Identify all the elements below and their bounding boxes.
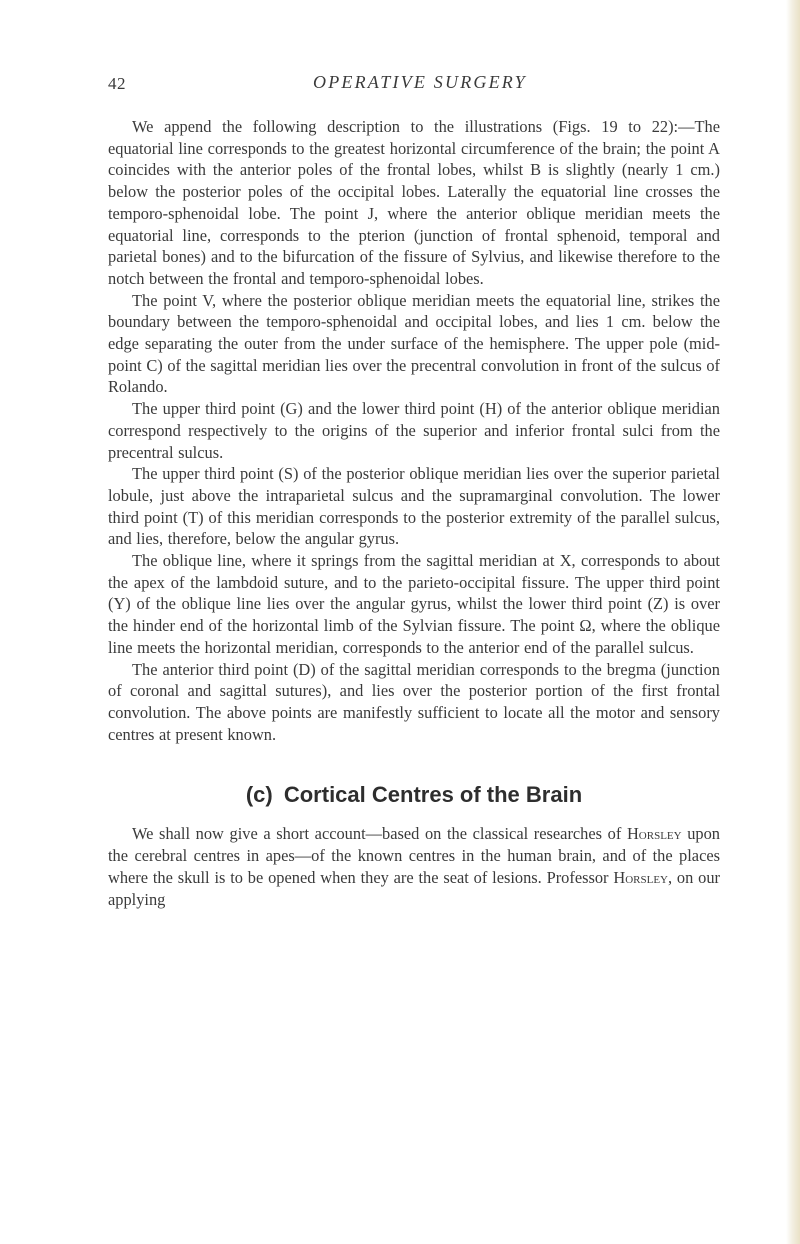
text-run: upon the cerebral centres in apes—of the known centres in the human brain, and of the places where the skull is to be opened when they are the seat of lesions. Professor	[108, 824, 720, 887]
author-name: Horsley	[626, 824, 682, 844]
section-label: (c)	[245, 782, 273, 808]
text-run: , on our applying	[108, 867, 720, 909]
running-head	[0, 70, 800, 100]
paragraph-oblique-line: The oblique line, where it springs from the sagittal meridian at X, corresponds to about the apex of the lambdoid suture, and to the parieto-occipital fissure. The upper third point (Y) of the oblique line lies over the angular gyrus, whilst the lower third point (Z) is over the hinder end of the horizontal limb of the Sylvian fissure. The point Ω, where the oblique line meets the horizontal meridian, corresponds to the anterior end of the parallel sulcus.	[108, 551, 720, 657]
author-name: Horsley	[613, 867, 668, 887]
running-head-title: OPERATIVE SURGERY	[313, 72, 527, 92]
paragraph-posterior-oblique-meridian: The upper third point (S) of the posterior oblique meridian lies over the superior parietal lobule, just above the intraparietal sulcus and the supramarginal convolution. The lower third point (T) of this meridian corresponds to the posterior extremity of the parallel sulcus, and lies, therefore, below the angular gyrus.	[108, 464, 720, 549]
text-run: We shall now give a short account—based on the classical researches of	[132, 824, 627, 844]
page-edge-shading	[786, 0, 800, 1244]
section-title: Cortical Centres of the Brain	[283, 782, 583, 808]
paragraph-sagittal-meridian: The anterior third point (D) of the sagittal meridian corresponds to the bregma (junction of coronal and sagittal sutures), and lies over the posterior portion of the first frontal convolution. The above points are manifestly sufficient to locate all the motor and sensory centres at present known.	[108, 659, 720, 744]
body-text	[108, 116, 720, 910]
section-heading	[108, 781, 720, 809]
paragraph-point-v: The point V, where the posterior oblique meridian meets the equatorial line, strikes the boundary between the temporo-sphenoidal and occipital lobes, and lies 1 cm. below the edge separating the outer from the under surface of the hemisphere. The upper pole (mid-point C) of the sagittal meridian lies over the precentral convolution in front of the sulcus of Rolando.	[108, 290, 720, 397]
paragraph-anterior-oblique-meridian: The upper third point (G) and the lower third point (H) of the anterior oblique meridian correspond respectively to the origins of the superior and inferior frontal sulci from the precentral sulcus.	[108, 399, 720, 462]
paragraph-equatorial-line: We append the following description to the illustrations (Figs. 19 to 22):—The equatorial line corresponds to the greatest horizontal circumference of the brain; the point A coincides with the anterior poles of the frontal lobes, whilst B is slightly (nearly 1 cm.) below the posterior poles of the occipital lobes. Laterally the equatorial line crosses the temporo-sphenoidal lobe. The point J, where the anterior oblique meridian meets the equatorial line, corresponds to the pterion (junction of frontal sphenoid, temporal and parietal bones) and to the bifurcation of the fissure of Sylvius, and likewise therefore to the notch between the frontal and temporo-sphenoidal lobes.	[108, 117, 720, 288]
paragraph-cortical-centres	[108, 823, 720, 910]
page-number: 42	[108, 74, 126, 93]
